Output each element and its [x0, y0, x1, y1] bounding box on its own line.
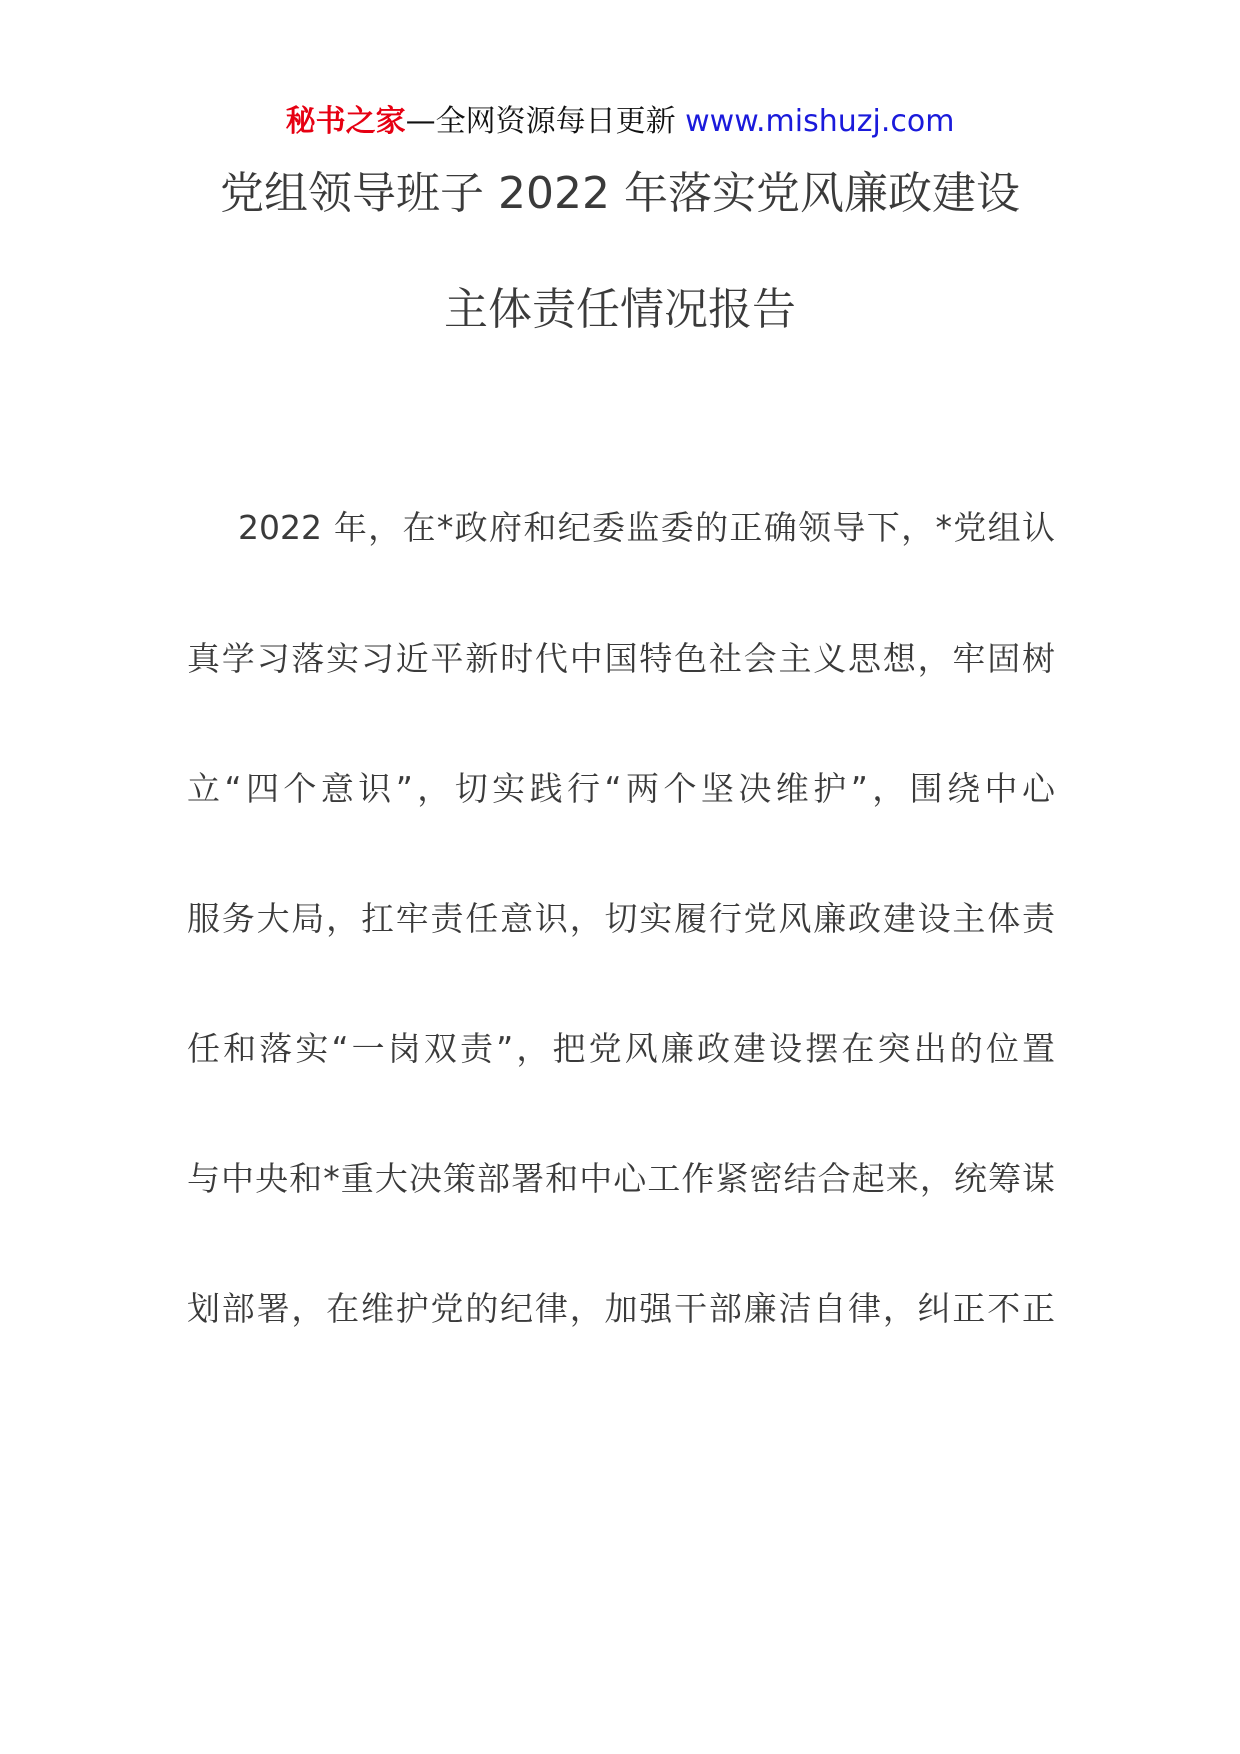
header-tagline: —全网资源每日更新: [405, 104, 686, 139]
body-text-line: 2022 年，在*政府和纪委监委的正确领导下，*党组认: [238, 508, 1055, 547]
body-text-line: 划部署，在维护党的纪律，加强干部廉洁自律，纠正不正: [187, 1289, 1055, 1328]
brand-name: 秘书之家: [285, 104, 406, 139]
site-link[interactable]: www.mishuzj.com: [685, 104, 955, 139]
document-title-line-1: 党组领导班子 2022 年落实党风廉政建设: [220, 168, 1020, 219]
watermark-header: [0, 100, 1240, 144]
body-text-line: 立“四个意识”，切实践行“两个坚决维护”，围绕中心: [187, 769, 1055, 808]
body-text-line: 服务大局，扛牢责任意识，切实履行党风廉政建设主体责: [187, 899, 1055, 938]
body-text-line: 任和落实“一岗双责”，把党风廉政建设摆在突出的位置: [187, 1029, 1055, 1068]
body-text-line: 与中央和*重大决策部署和中心工作紧密结合起来，统筹谋: [187, 1159, 1055, 1198]
document-title-line-2: 主体责任情况报告: [444, 284, 796, 335]
body-text-line: 真学习落实习近平新时代中国特色社会主义思想，牢固树: [187, 639, 1055, 678]
